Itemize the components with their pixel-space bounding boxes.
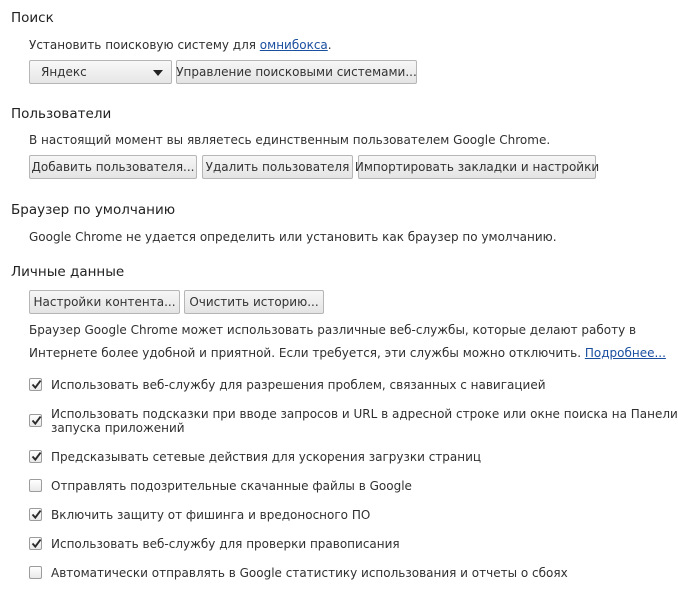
- checkbox[interactable]: [29, 479, 42, 492]
- privacy-section-title: Личные данные: [11, 264, 125, 280]
- search-description: [29, 38, 332, 52]
- learn-more-link[interactable]: Подробнее...: [584, 346, 666, 360]
- checkbox[interactable]: [29, 537, 42, 550]
- checkbox[interactable]: [29, 508, 42, 521]
- checkmark-icon: [31, 509, 42, 520]
- delete-user-button[interactable]: Удалить пользователя: [202, 155, 353, 179]
- search-engine-select[interactable]: [29, 60, 172, 84]
- search-description-suffix: .: [327, 38, 332, 52]
- users-description: В настоящий момент вы являетесь единственным пользователем Google Chrome.: [29, 133, 551, 147]
- checkbox-label: Использовать подсказки при вводе запросов и URL в адресной строке или окне поиска на Панели: [51, 407, 678, 421]
- checkbox[interactable]: [29, 566, 42, 579]
- users-section-title: Пользователи: [11, 106, 112, 122]
- checkmark-icon: [31, 451, 42, 462]
- add-user-button[interactable]: Добавить пользователя...: [29, 155, 197, 179]
- checkbox-label: Включить защиту от фишинга и вредоносного ПО: [51, 508, 371, 522]
- search-engine-value: Яндекс: [41, 65, 87, 79]
- dropdown-arrow-icon: [153, 70, 163, 76]
- checkbox[interactable]: [29, 450, 42, 463]
- content-settings-button[interactable]: Настройки контента...: [29, 290, 180, 314]
- import-bookmarks-button[interactable]: Импортировать закладки и настройки: [358, 155, 596, 179]
- checkbox-label: Использовать веб-службу для проверки правописания: [51, 537, 400, 551]
- privacy-description-text: Интернете более удобной и приятной. Если требуется, эти службы можно отключить.: [29, 346, 585, 360]
- default-browser-description: Google Chrome не удается определить или установить как браузер по умолчанию.: [29, 230, 557, 244]
- clear-history-button[interactable]: Очистить историю...: [184, 290, 324, 314]
- omnibox-link[interactable]: омнибокса: [259, 38, 328, 52]
- checkbox[interactable]: [29, 378, 42, 391]
- checkbox[interactable]: [29, 414, 42, 427]
- manage-search-engines-button[interactable]: Управление поисковыми системами...: [176, 60, 417, 84]
- checkmark-icon: [31, 379, 42, 390]
- search-section-title: Поиск: [11, 10, 54, 26]
- checkbox-label: Отправлять подозрительные скачанные файлы в Google: [51, 479, 412, 493]
- checkbox-label: Автоматически отправлять в Google статистику использования и отчеты о сбоях: [51, 566, 568, 580]
- checkbox-label: Предсказывать сетевые действия для ускорения загрузки страниц: [51, 450, 482, 464]
- checkmark-icon: [31, 415, 42, 426]
- checkbox-label-continued: запуска приложений: [51, 421, 185, 435]
- privacy-description-line2: [29, 346, 666, 360]
- checkmark-icon: [31, 538, 42, 549]
- checkbox-label: Использовать веб-службу для разрешения проблем, связанных с навигацией: [51, 378, 546, 392]
- search-description-text: Установить поисковую систему для: [29, 38, 260, 52]
- privacy-description-line1: Браузер Google Chrome может использовать различные веб-службы, которые делают работу в: [29, 323, 637, 337]
- default-browser-section-title: Браузер по умолчанию: [11, 202, 176, 218]
